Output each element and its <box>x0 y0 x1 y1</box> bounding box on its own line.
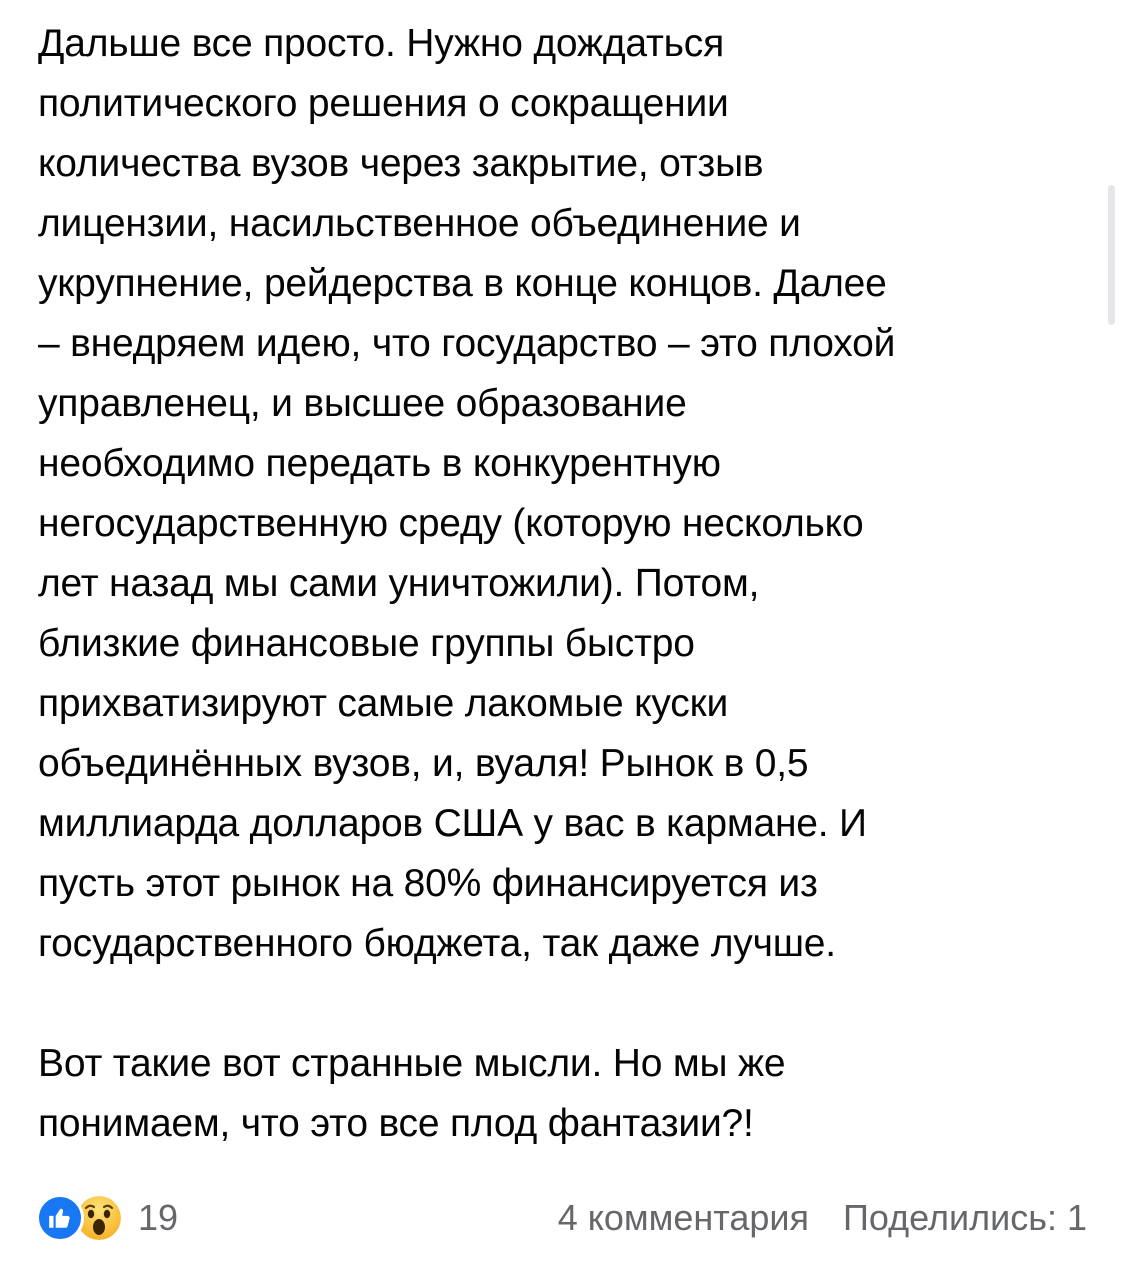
post-line: управленец, и высшее образование <box>38 382 687 425</box>
reactions-summary[interactable] <box>36 1193 178 1243</box>
post-line: лицензии, насильственное объединение и <box>38 202 801 245</box>
post-line: Вот такие вот странные мысли. Но мы же <box>38 1042 786 1085</box>
post <box>38 14 1098 1154</box>
scrollbar[interactable] <box>1108 185 1115 325</box>
thumbs-up-glyph <box>47 1205 73 1231</box>
post-line: прихватизируют самые лакомые куски <box>38 682 729 725</box>
post-line: объединённых вузов, и, вуаля! Рынок в 0,5 <box>38 742 809 785</box>
like-icon <box>36 1194 84 1242</box>
reaction-icons <box>36 1193 124 1243</box>
post-line: укрупнение, рейдерства в конце концов. Далее <box>38 262 887 305</box>
post-line: количества вузов через закрытие, отзыв <box>38 142 764 185</box>
post-line: необходимо передать в конкурентную <box>38 442 721 485</box>
post-line: понимаем, что это все плод фантазии?! <box>38 1102 754 1145</box>
post-meta <box>558 1197 1087 1239</box>
shares-link[interactable] <box>843 1197 1087 1239</box>
post-line: близкие финансовые группы быстро <box>38 622 695 665</box>
post-line: пусть этот рынок на 80% финансируется из <box>38 862 818 905</box>
shares-label: Поделились: <box>843 1197 1057 1238</box>
post-line: лет назад мы сами уничтожили). Потом, <box>38 562 760 605</box>
reaction-count: 19 <box>138 1197 179 1238</box>
post-line: негосударственную среду (которую несколько <box>38 502 864 545</box>
post-line: государственного бюджета, так даже лучше. <box>38 922 836 965</box>
post-line: Дальше все просто. Нужно дождаться <box>38 22 725 65</box>
post-footer <box>36 1192 1087 1244</box>
shares-count: 1 <box>1066 1197 1087 1238</box>
post-line: политического решения о сокращении <box>38 82 729 125</box>
post-line: – внедряем идею, что государство – это плохой <box>38 322 896 365</box>
comments-link[interactable]: 4 комментария <box>557 1197 810 1238</box>
post-text <box>38 14 1098 1154</box>
post-line: миллиарда долларов США у вас в кармане. И <box>38 802 867 845</box>
paragraph-gap <box>38 974 1098 1034</box>
